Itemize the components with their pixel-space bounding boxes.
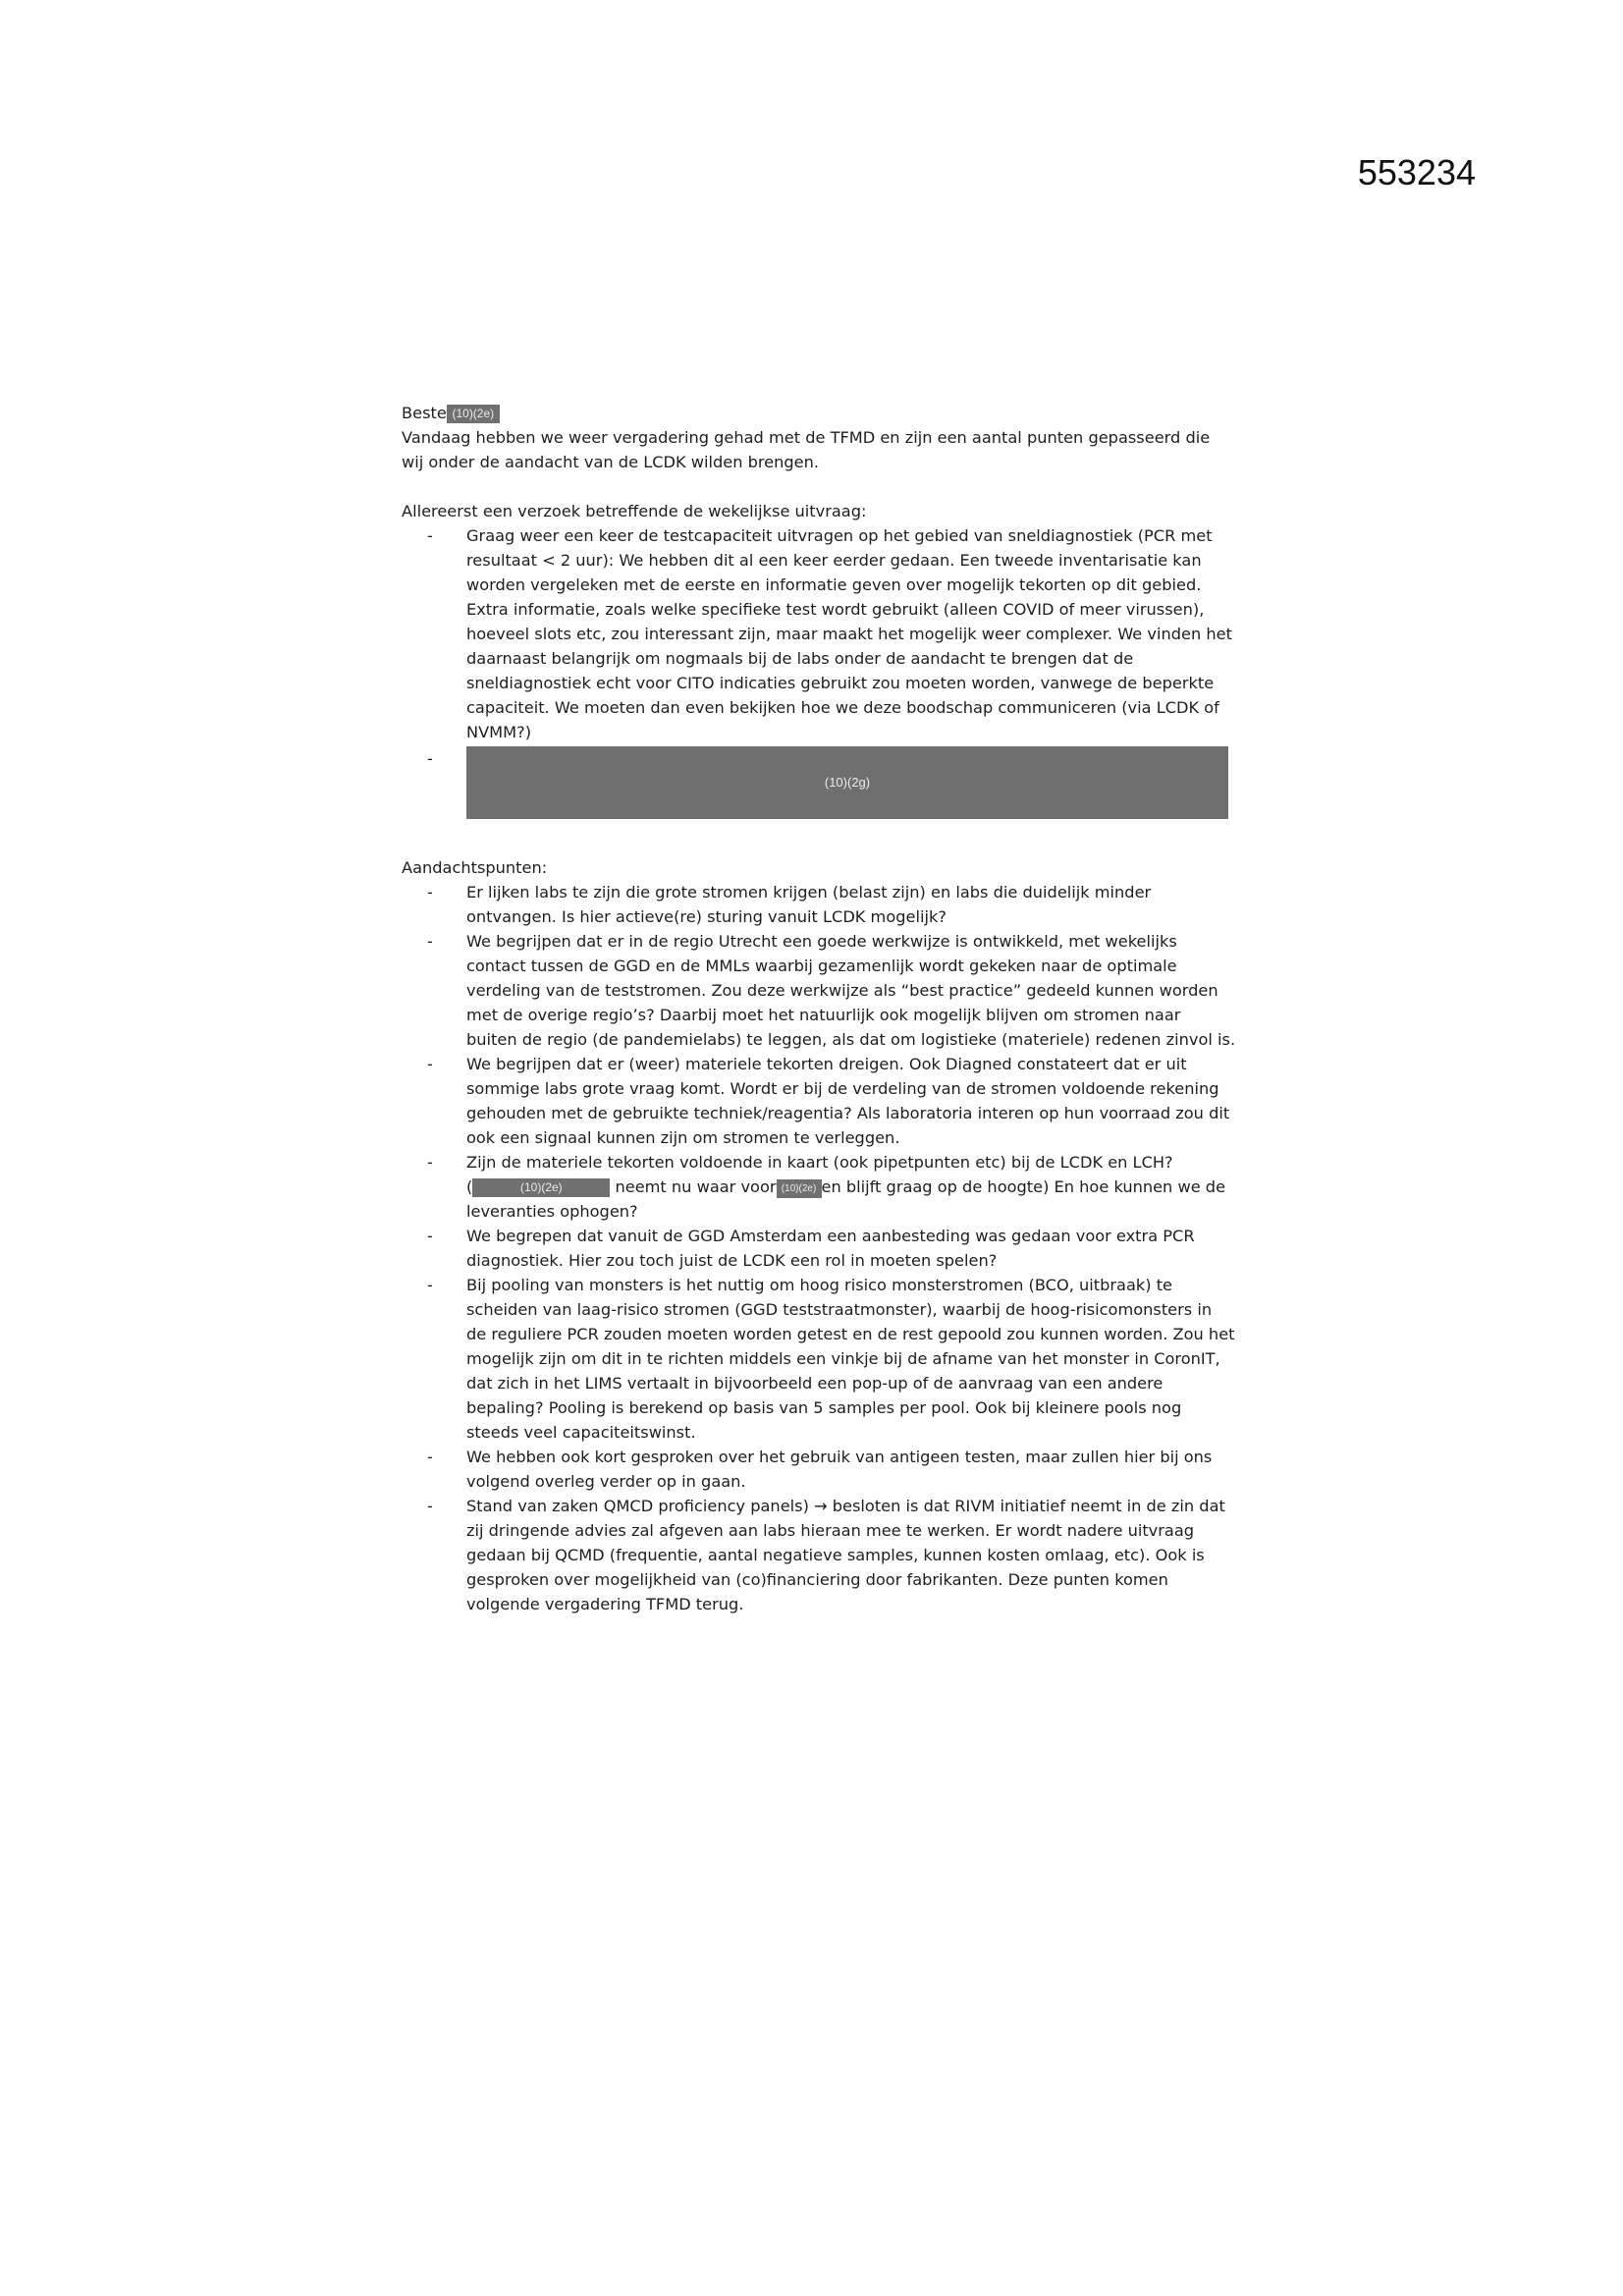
list-item: - We begrepen dat vanuit de GGD Amsterdam een aanbesteding was gedaan voor extra PCR diagnostiek. Hier zou toch juist de LCDK een rol in moeten spelen? [427, 1227, 1195, 1270]
intro-paragraph: Vandaag hebben we weer vergadering gehad met de TFMD en zijn een aantal punten gepasseerd die wij onder de aandacht van de LCDK wilden brengen. [402, 428, 1211, 471]
list-item: - We hebben ook kort gesproken over het gebruik van antigeen testen, maar zullen hier bij ons volgend overleg verder op in gaan. [427, 1448, 1213, 1491]
section-heading-attention: Aandachtspunten: [402, 858, 548, 877]
redaction-block: (10)(2g) [466, 746, 1228, 819]
document-number: 553234 [1357, 152, 1476, 192]
attention-list [402, 880, 1236, 1616]
list-item: - Stand van zaken QMCD proficiency panels) → besloten is dat RIVM initiatief neemt in de zin dat zij dringende advies zal afgeven aan labs hieraan mee te werken. Er wordt nadere uitvraag gedaan bij QCMD (frequentie, aantal negatieve samples, kunnen kosten omlaag, etc). Ook is gesproken over mogelijkheid van (co)financiering door fabrikanten. Deze punten komen volgende vergadering TFMD terug. [427, 1497, 1225, 1613]
list-item: - We begrijpen dat er in de regio Utrecht een goede werkwijze is ontwikkeld, met wekelijks contact tussen de GGD en de MMLs waarbij gezamenlijk wordt gekeken naar de optimale verdeling van de teststromen. Zou deze werkwijze als “best practice” gedeeld kunnen worden met de overige regio’s? Daarbij moet het natuurlijk ook mogelijk blijven om stromen naar buiten de regio (de pandemielabs) te leggen, als dat om logistieke (materiele) redenen zinvol is. [427, 932, 1236, 1049]
bullet-dash: - [427, 526, 433, 545]
redaction-box: (10)(2e) [472, 1178, 610, 1197]
list-item-redacted [427, 746, 1236, 819]
list-item: - Zijn de materiele tekorten voldoende in kaart (ook pipetpunten etc) bij de LCDK en LCH? ( (10)(2e) neemt nu waar voor (10)(2e) en blijft graag op de hoogte) En hoe kunnen we de leveranties ophogen? [427, 1153, 1226, 1221]
letter-body [402, 401, 1236, 1616]
list-item: - Bij pooling van monsters is het nuttig om hoog risico monsterstromen (BCO, uitbraak) te scheiden van laag-risico stromen (GGD teststraatmonster), waarbij de hoog-risicomonsters in de reguliere PCR zouden moeten worden getest en de rest gepoold zou kunnen worden. Zou het mogelijk zijn om dit in te richten middels een vinkje bij de afname van het monster in CoronIT, dat zich in het LIMS vertaalt in bijvoorbeeld een pop-up of de aanvraag van een andere bepaling? Pooling is berekend op basis van 5 samples per pool. Ook bij kleinere pools nog steeds veel capaciteitswinst. [427, 1276, 1235, 1442]
greeting [402, 401, 1236, 425]
redaction-box: (10)(2e) [777, 1179, 822, 1198]
list-item: - We begrijpen dat er (weer) materiele tekorten dreigen. Ook Diagned constateert dat er uit sommige labs grote vraag komt. Wordt er bij de verdeling van de stromen voldoende rekening gehouden met de gebruikte techniek/reagentia? Als laboratoria interen op hun voorraad zou dit ook een signaal kunnen zijn om stromen te verleggen. [427, 1055, 1230, 1147]
list-item: - Er lijken labs te zijn die grote stromen krijgen (belast zijn) en labs die duidelijk minder ontvangen. Is hier actieve(re) sturing vanuit LCDK mogelijk? [427, 883, 1152, 926]
bullet-dash: - [427, 749, 433, 768]
greeting-word: Beste [402, 404, 447, 422]
section-heading-request: Allereerst een verzoek betreffende de wekelijkse uitvraag: [402, 502, 867, 520]
request-list [402, 523, 1236, 819]
redaction-box: (10)(2e) [447, 405, 500, 423]
list-item: - Graag weer een keer de testcapaciteit uitvragen op het gebied van sneldiagnostiek (PCR met resultaat < 2 uur): We hebben dit al een keer eerder gedaan. Een tweede inventarisatie kan worden vergeleken met de eerste en informatie geven over mogelijk tekorten op dit gebied. Extra informatie, zoals welke specifieke test wordt gebruikt (alleen COVID of meer virussen), hoeveel slots etc, zou interessant zijn, maar maakt het mogelijk weer complexer. We vinden het daarnaast belangrijk om nogmaals bij de labs onder de aandacht te brengen dat de sneldiagnostiek echt voor CITO indicaties gebruikt zou moeten worden, vanwege de beperkte capaciteit. We moeten dan even bekijken hoe we deze boodschap communiceren (via LCDK of NVMM?) [466, 523, 1236, 744]
